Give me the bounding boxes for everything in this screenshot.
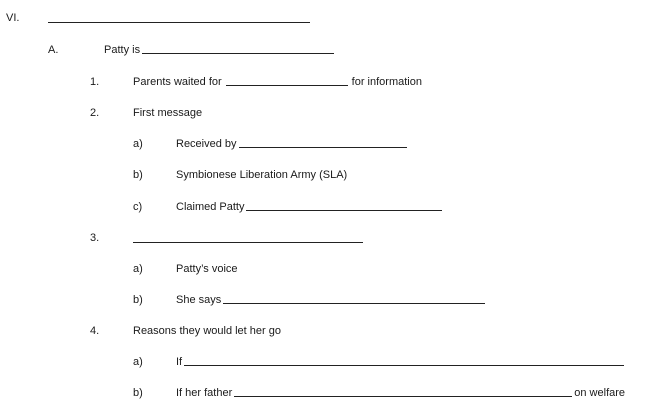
item-1-content: [133, 74, 422, 88]
item-4b-blank[interactable]: [234, 396, 572, 397]
item-3b-blank[interactable]: [223, 303, 485, 304]
item-1-pre-text: Parents waited for: [133, 76, 222, 88]
item-3-marker: 3.: [90, 232, 100, 244]
item-4b-content: [176, 385, 625, 399]
item-2a-label: Received by: [176, 138, 237, 150]
item-3b-marker: b): [133, 294, 143, 306]
item-a-label: Patty is: [104, 44, 141, 56]
item-2b-content: [176, 167, 347, 181]
item-a-content: [104, 42, 334, 56]
item-4b-marker: b): [133, 387, 143, 399]
item-4a-marker: a): [133, 356, 143, 368]
item-2c-row: [133, 199, 142, 213]
item-4a-row: [133, 354, 143, 368]
item-4-label: Reasons they would let her go: [133, 325, 281, 337]
item-1-post-text: for information: [351, 76, 422, 88]
item-4-row: [90, 323, 99, 337]
item-1-blank[interactable]: [226, 85, 348, 86]
item-2b-row: [133, 167, 143, 181]
item-a-blank[interactable]: [142, 53, 334, 54]
item-3a-row: [133, 261, 143, 275]
item-2a-marker: a): [133, 138, 143, 150]
item-1-row: [90, 74, 99, 88]
item-2c-content: [176, 199, 442, 213]
item-3-row: [90, 230, 99, 244]
item-2b-marker: b): [133, 169, 143, 181]
item-2a-content: [176, 136, 407, 150]
item-3-blank[interactable]: [133, 242, 363, 243]
item-2b-label: Symbionese Liberation Army (SLA): [176, 169, 348, 181]
section-vi-blank[interactable]: [48, 22, 310, 23]
item-2a-row: [133, 136, 143, 150]
section-vi-marker: VI.: [6, 12, 20, 24]
item-a-marker: A.: [48, 44, 59, 56]
item-4b-post-text: on welfare: [574, 387, 626, 399]
item-3a-content: [176, 261, 238, 275]
item-3a-marker: a): [133, 263, 143, 275]
item-2-label: First message: [133, 107, 203, 119]
item-2-marker: 2.: [90, 107, 100, 119]
item-a-row: [48, 42, 58, 56]
item-2-row: [90, 105, 99, 119]
item-4-marker: 4.: [90, 325, 100, 337]
item-2c-marker: c): [133, 201, 143, 213]
item-4-content: [133, 323, 281, 337]
item-4a-content: [176, 354, 624, 368]
section-vi-row: [6, 10, 19, 24]
item-4b-row: [133, 385, 143, 399]
item-2a-blank[interactable]: [239, 147, 407, 148]
item-1-marker: 1.: [90, 76, 100, 88]
item-2c-blank[interactable]: [246, 210, 442, 211]
item-3b-content: [176, 292, 485, 306]
item-3b-label: She says: [176, 294, 222, 306]
item-4a-label: If: [176, 356, 183, 368]
item-3a-label: Patty’s voice: [176, 263, 238, 275]
item-3b-row: [133, 292, 143, 306]
item-4a-blank[interactable]: [184, 365, 624, 366]
item-4b-label: If her father: [176, 387, 233, 399]
item-2-content: [133, 105, 202, 119]
item-2c-label: Claimed Patty: [176, 201, 245, 213]
